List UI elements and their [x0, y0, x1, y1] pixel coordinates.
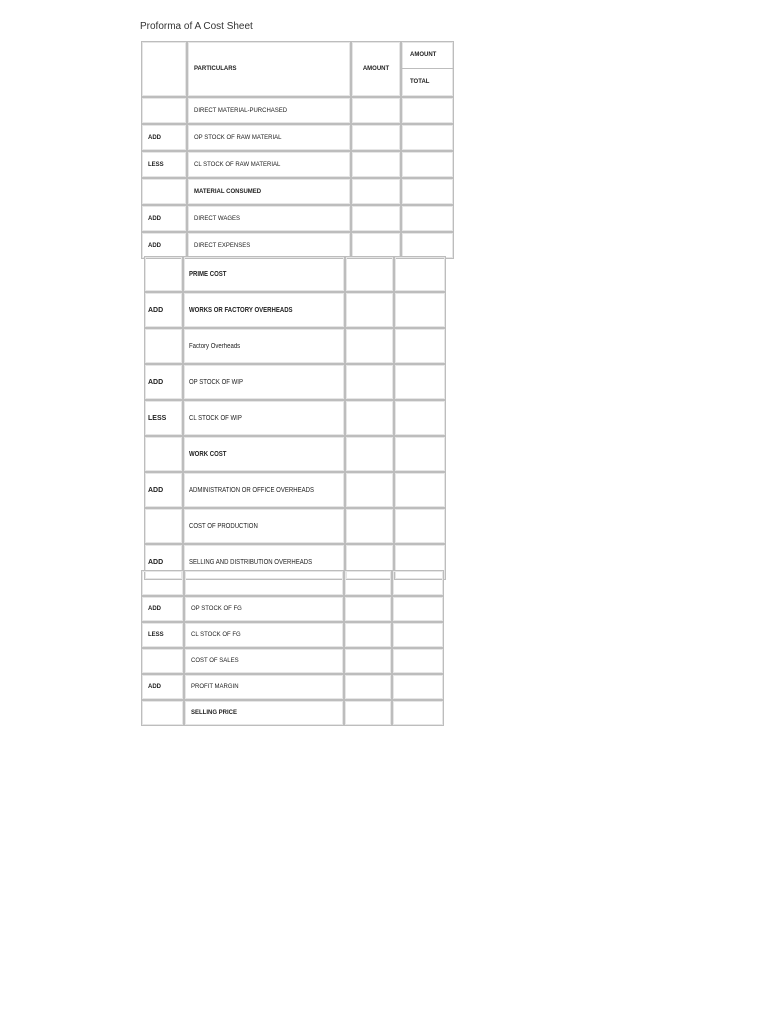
table-row — [141, 622, 444, 648]
table-row — [144, 436, 446, 472]
row-total-cell — [394, 256, 446, 292]
row-amount-cell — [345, 508, 394, 544]
row-amount-cell — [344, 570, 392, 596]
row-total-cell — [394, 364, 446, 400]
table-row — [141, 596, 444, 622]
row-amount-cell — [344, 700, 392, 726]
row-particulars: DIRECT MATERIAL-PURCHASED — [187, 97, 351, 124]
row-particulars-text: CL STOCK OF WIP — [189, 414, 242, 422]
table-row — [141, 648, 444, 674]
row-total-cell — [401, 124, 454, 151]
table-row — [141, 232, 454, 259]
table-row — [144, 508, 446, 544]
row-particulars — [183, 364, 345, 400]
prefix-header-cell — [141, 41, 187, 97]
row-total-cell — [394, 400, 446, 436]
row-particulars — [183, 256, 345, 292]
row-prefix: LESS — [141, 622, 184, 648]
row-amount-cell — [344, 596, 392, 622]
particulars-header: PARTICULARS — [187, 41, 351, 97]
row-amount-cell — [351, 97, 401, 124]
table-row — [144, 400, 446, 436]
row-amount-cell — [345, 364, 394, 400]
row-particulars-text: COST OF PRODUCTION — [189, 522, 258, 530]
cost-sheet-table-part-1 — [141, 41, 454, 259]
row-amount-cell — [345, 472, 394, 508]
row-particulars — [183, 328, 345, 364]
table-row — [141, 124, 454, 151]
row-prefix: LESS — [144, 400, 183, 436]
row-prefix: LESS — [141, 151, 187, 178]
row-amount-cell — [351, 205, 401, 232]
row-amount-cell — [344, 622, 392, 648]
row-particulars: DIRECT EXPENSES — [187, 232, 351, 259]
row-prefix: ADD — [141, 674, 184, 700]
row-prefix — [144, 436, 183, 472]
row-total-cell — [392, 700, 444, 726]
row-particulars-text: SELLING AND DISTRIBUTION OVERHEADS — [189, 558, 313, 566]
row-total-cell — [394, 508, 446, 544]
row-prefix — [144, 328, 183, 364]
row-total-cell — [401, 151, 454, 178]
table-row — [141, 97, 454, 124]
row-total-cell — [392, 570, 444, 596]
table-row — [141, 700, 444, 726]
row-particulars — [183, 472, 345, 508]
row-particulars-text: Factory Overheads — [189, 342, 241, 350]
row-particulars: OP STOCK OF FG — [184, 596, 344, 622]
table-row — [141, 178, 454, 205]
row-particulars: PROFIT MARGIN — [184, 674, 344, 700]
header-row — [141, 41, 454, 97]
row-amount-cell — [351, 178, 401, 205]
row-prefix: ADD — [144, 544, 183, 580]
row-total-cell — [392, 622, 444, 648]
row-particulars-text: PRIME COST — [189, 270, 227, 278]
row-prefix: ADD — [141, 596, 184, 622]
row-amount-cell — [345, 328, 394, 364]
row-prefix — [141, 648, 184, 674]
row-prefix: ADD — [144, 292, 183, 328]
row-particulars-text: WORK COST — [189, 450, 227, 458]
row-particulars — [183, 292, 345, 328]
cost-sheet-table-part-3 — [141, 570, 444, 726]
table-row — [141, 674, 444, 700]
row-prefix: ADD — [144, 364, 183, 400]
row-prefix — [141, 700, 184, 726]
row-total-cell — [392, 648, 444, 674]
row-prefix: ADD — [141, 124, 187, 151]
row-prefix: ADD — [141, 205, 187, 232]
row-particulars — [184, 570, 344, 596]
amount-header: AMOUNT — [351, 41, 401, 97]
row-amount-cell — [351, 151, 401, 178]
row-particulars-text: ADMINISTRATION OR OFFICE OVERHEADS — [189, 486, 314, 494]
row-amount-cell — [351, 124, 401, 151]
row-particulars: COST OF SALES — [184, 648, 344, 674]
row-prefix — [141, 97, 187, 124]
row-total-cell — [392, 596, 444, 622]
table-row — [141, 570, 444, 596]
row-prefix: ADD — [141, 232, 187, 259]
row-prefix — [144, 256, 183, 292]
row-amount-cell — [345, 292, 394, 328]
row-particulars-text: WORKS OR FACTORY OVERHEADS — [189, 306, 293, 314]
table-row — [144, 256, 446, 292]
table-row — [144, 292, 446, 328]
row-particulars: CL STOCK OF RAW MATERIAL — [187, 151, 351, 178]
row-particulars — [183, 400, 345, 436]
row-particulars: CL STOCK OF FG — [184, 622, 344, 648]
row-total-cell — [394, 292, 446, 328]
table-row — [144, 328, 446, 364]
row-total-cell — [401, 97, 454, 124]
row-amount-cell — [345, 400, 394, 436]
page-title: Proforma of A Cost Sheet — [140, 21, 253, 32]
row-particulars: OP STOCK OF RAW MATERIAL — [187, 124, 351, 151]
row-amount-cell — [345, 256, 394, 292]
row-amount-cell — [345, 436, 394, 472]
table-row — [144, 364, 446, 400]
cost-sheet-table-part-2 — [144, 256, 446, 580]
row-amount-cell — [351, 232, 401, 259]
row-total-cell — [394, 472, 446, 508]
row-particulars-text: OP STOCK OF WIP — [189, 378, 243, 386]
row-total-cell — [401, 178, 454, 205]
row-amount-cell — [344, 648, 392, 674]
row-prefix — [144, 508, 183, 544]
table-row — [141, 205, 454, 232]
row-total-cell — [394, 436, 446, 472]
row-total-cell — [392, 674, 444, 700]
amount-top-header: AMOUNT — [402, 42, 453, 69]
table-row — [144, 472, 446, 508]
row-amount-cell — [344, 674, 392, 700]
row-particulars — [183, 508, 345, 544]
row-total-cell — [401, 232, 454, 259]
row-prefix — [141, 570, 184, 596]
total-header: TOTAL — [410, 79, 430, 85]
row-particulars: SELLING PRICE — [184, 700, 344, 726]
row-total-cell — [401, 205, 454, 232]
row-prefix — [141, 178, 187, 205]
row-total-cell — [394, 328, 446, 364]
amount-total-header — [401, 41, 454, 97]
row-prefix: ADD — [144, 472, 183, 508]
row-particulars — [183, 436, 345, 472]
table-row — [141, 151, 454, 178]
row-particulars: DIRECT WAGES — [187, 205, 351, 232]
row-particulars: MATERIAL CONSUMED — [187, 178, 351, 205]
